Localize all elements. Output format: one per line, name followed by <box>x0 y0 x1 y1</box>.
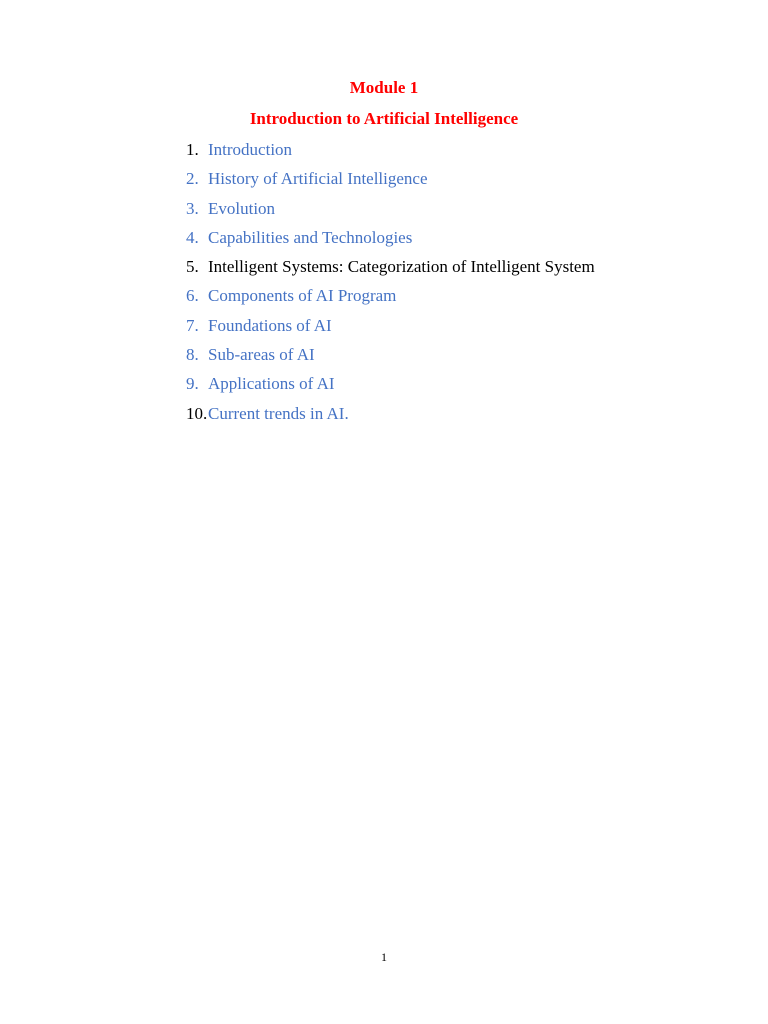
toc-item-link[interactable]: Components of AI Program <box>208 286 397 306</box>
toc-item-number: 8. <box>186 345 199 365</box>
toc-item-link[interactable]: History of Artificial Intelligence <box>208 169 428 189</box>
toc-item-number: 10. <box>186 403 208 423</box>
toc-item-number: 3. <box>186 198 199 218</box>
toc-item-link[interactable]: Sub-areas of AI <box>208 345 315 365</box>
toc-item-number: 1. <box>186 140 199 159</box>
module-title: Module 1 <box>349 78 419 97</box>
toc-item-text: Intelligent Systems: Categorization of Intelligent System <box>208 257 595 277</box>
toc-item-link[interactable]: Applications of AI <box>208 374 335 394</box>
toc-item-link[interactable]: Introduction <box>208 140 293 159</box>
toc-item-link[interactable]: Current trends in AI. <box>208 403 349 423</box>
toc-item-number: 7. <box>186 315 199 335</box>
toc-item-link[interactable]: Evolution <box>208 198 276 218</box>
toc-item-number: 9. <box>186 374 199 394</box>
toc-item-number: 6. <box>186 286 199 306</box>
page-title: Introduction to Artificial Intelligence <box>249 109 519 128</box>
page-number: 1 <box>381 950 387 964</box>
toc-item-link[interactable]: Foundations of AI <box>208 315 332 335</box>
toc-item-number: 2. <box>186 169 199 189</box>
toc-item-link[interactable]: Capabilities and Technologies <box>208 227 413 247</box>
toc-item-number: 5. <box>186 257 199 277</box>
toc-item-number: 4. <box>186 227 199 247</box>
